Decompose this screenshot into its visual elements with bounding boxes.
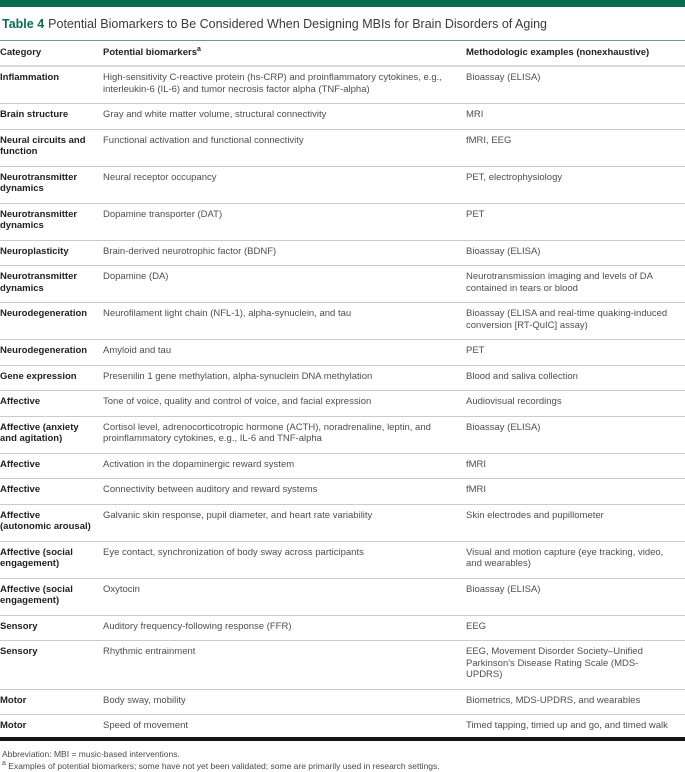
category-cell: Affective (social engagement) [0,541,103,578]
category-cell: Neurotransmitter dynamics [0,266,103,303]
biomarker-cell: High-sensitivity C-reactive protein (hs-CRP) and proinflammatory cytokines, e.g., interleukin-6 (IL-6) and tumor necrosis factor alpha (TNF-alpha) [103,66,466,104]
biomarker-cell: Amyloid and tau [103,340,466,366]
table-row [0,240,685,266]
biomarker-cell: Cortisol level, adrenocorticotropic hormone (ACTH), noradrenaline, leptin, and proinflammatory cytokines, e.g., IL-6 and TNF-alpha [103,416,466,453]
abbreviation-note: Abbreviation: MBI = music-based interventions. [2,748,180,759]
category-cell: Affective (social engagement) [0,578,103,615]
category-cell: Neurotransmitter dynamics [0,166,103,203]
biomarker-cell: Connectivity between auditory and reward systems [103,479,466,505]
biomarker-cell: Speed of movement [103,715,466,741]
method-cell: Audiovisual recordings [466,391,685,417]
table-row [0,416,685,453]
bottom-border-bar [0,737,685,741]
biomarker-cell: Oxytocin [103,578,466,615]
table-body [0,66,685,740]
footnotes [0,741,685,772]
method-cell: fMRI [466,479,685,505]
category-cell: Affective [0,391,103,417]
method-cell: Skin electrodes and pupillometer [466,504,685,541]
method-cell: Timed tapping, timed up and go, and timed walk [466,715,685,741]
method-cell: Bioassay (ELISA) [466,240,685,266]
method-cell: Bioassay (ELISA) [466,416,685,453]
biomarker-cell: Body sway, mobility [103,689,466,715]
table-row [0,166,685,203]
table-row [0,541,685,578]
table-row [0,203,685,240]
table-title-row [0,7,685,40]
table-header [0,41,685,67]
biomarker-cell: Dopamine (DA) [103,266,466,303]
category-cell: Neurodegeneration [0,303,103,340]
method-cell: Blood and saliva collection [466,365,685,391]
table-row [0,129,685,166]
table-row [0,689,685,715]
biomarker-cell: Gray and white matter volume, structural connectivity [103,104,466,130]
category-cell: Sensory [0,641,103,690]
biomarker-cell: Eye contact, synchronization of body sway across participants [103,541,466,578]
category-cell: Affective (autonomic arousal) [0,504,103,541]
table-row [0,615,685,641]
method-cell: Visual and motion capture (eye tracking, video, and wearables) [466,541,685,578]
category-cell: Affective [0,453,103,479]
table-row [0,365,685,391]
biomarker-cell: Tone of voice, quality and control of voice, and facial expression [103,391,466,417]
biomarkers-table [0,41,685,741]
category-cell: Neurotransmitter dynamics [0,203,103,240]
biomarker-cell: Auditory frequency-following response (FFR) [103,615,466,641]
method-cell: PET [466,340,685,366]
top-accent-bar [0,0,685,7]
category-cell: Gene expression [0,365,103,391]
table-row [0,266,685,303]
method-cell: EEG [466,615,685,641]
biomarker-cell: Presenilin 1 gene methylation, alpha-synuclein DNA methylation [103,365,466,391]
footnote-marker: a [2,760,6,768]
biomarker-cell: Neurofilament light chain (NFL-1), alpha-synuclein, and tau [103,303,466,340]
method-cell: Bioassay (ELISA and real-time quaking-induced conversion [RT-QuIC] assay) [466,303,685,340]
table-row [0,479,685,505]
biomarker-cell: Functional activation and functional connectivity [103,129,466,166]
category-cell: Inflammation [0,66,103,104]
biomarker-cell: Neural receptor occupancy [103,166,466,203]
category-cell: Motor [0,715,103,741]
table-title: Potential Biomarkers to Be Considered When Designing MBIs for Brain Disorders of Aging [48,17,548,31]
biomarker-cell: Galvanic skin response, pupil diameter, and heart rate variability [103,504,466,541]
footnote-text: Examples of potential biomarkers; some have not yet been validated; some are primarily used in research settings. [8,760,440,771]
method-cell: fMRI [466,453,685,479]
category-cell: Affective [0,479,103,505]
table-row [0,104,685,130]
category-cell: Neurodegeneration [0,340,103,366]
category-cell: Neuroplasticity [0,240,103,266]
table-row [0,641,685,690]
biomarker-cell: Brain-derived neurotrophic factor (BDNF) [103,240,466,266]
method-cell: PET [466,203,685,240]
column-header-category: Category [0,41,103,67]
table-row [0,391,685,417]
table-number-label: Table 4 [2,17,45,31]
method-cell: PET, electrophysiology [466,166,685,203]
method-cell: Biometrics, MDS-UPDRS, and wearables [466,689,685,715]
category-cell: Motor [0,689,103,715]
category-cell: Brain structure [0,104,103,130]
column-header-biomarkers-label: Potential biomarkers [103,46,197,58]
category-cell: Neural circuits and function [0,129,103,166]
column-header-biomarkers-footnote-marker: a [196,45,201,53]
table-row [0,66,685,104]
table-row [0,340,685,366]
method-cell: Bioassay (ELISA) [466,66,685,104]
column-header-methods: Methodologic examples (nonexhaustive) [466,41,685,67]
biomarker-cell: Rhythmic entrainment [103,641,466,690]
method-cell: Neurotransmission imaging and levels of DA contained in tears or blood [466,266,685,303]
table-row [0,453,685,479]
category-cell: Sensory [0,615,103,641]
method-cell: fMRI, EEG [466,129,685,166]
table-row [0,504,685,541]
biomarker-cell: Activation in the dopaminergic reward system [103,453,466,479]
method-cell: EEG, Movement Disorder Society–Unified Parkinson's Disease Rating Scale (MDS-UPDRS) [466,641,685,690]
category-cell: Affective (anxiety and agitation) [0,416,103,453]
biomarker-cell: Dopamine transporter (DAT) [103,203,466,240]
column-header-biomarkers [103,41,466,67]
biomarker-footnote [2,760,683,772]
table-row [0,578,685,615]
method-cell: MRI [466,104,685,130]
method-cell: Bioassay (ELISA) [466,578,685,615]
table-row [0,303,685,340]
